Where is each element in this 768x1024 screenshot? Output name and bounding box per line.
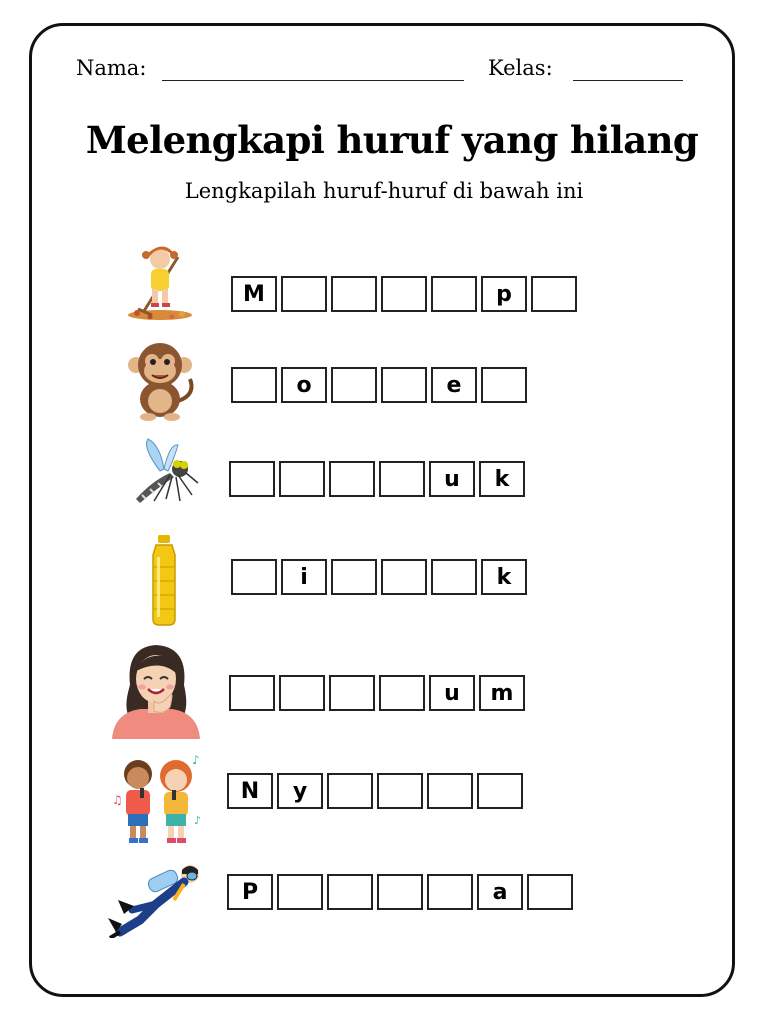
letter-box-filled: u	[429, 675, 475, 711]
name-label: Nama:	[76, 56, 147, 80]
letter-box-empty[interactable]	[431, 276, 477, 312]
letter-box-filled: m	[479, 675, 525, 711]
letter-box-empty[interactable]	[281, 276, 327, 312]
letter-box-empty[interactable]	[231, 559, 277, 595]
girl-raking-leaves-icon	[122, 243, 198, 327]
letter-row-3	[229, 461, 525, 497]
singing-kids-icon	[110, 752, 208, 852]
letter-box-filled: N	[227, 773, 273, 809]
letter-row-5	[229, 675, 525, 711]
letter-box-filled: y	[277, 773, 323, 809]
letter-box-empty[interactable]	[279, 675, 325, 711]
letter-box-empty[interactable]	[377, 773, 423, 809]
letter-box-empty[interactable]	[379, 675, 425, 711]
letter-box-filled: e	[431, 367, 477, 403]
smiling-woman-icon	[110, 641, 202, 743]
letter-box-empty[interactable]	[327, 773, 373, 809]
letter-box-filled: u	[429, 461, 475, 497]
letter-box-empty[interactable]	[477, 773, 523, 809]
letter-box-empty[interactable]	[331, 367, 377, 403]
letter-box-empty[interactable]	[377, 874, 423, 910]
letter-box-empty[interactable]	[331, 559, 377, 595]
letter-box-empty[interactable]	[431, 559, 477, 595]
letter-box-empty[interactable]	[329, 675, 375, 711]
letter-box-empty[interactable]	[379, 461, 425, 497]
svg-text:♫: ♫	[112, 793, 123, 807]
letter-box-empty[interactable]	[231, 367, 277, 403]
letter-box-empty[interactable]	[331, 276, 377, 312]
letter-box-empty[interactable]	[381, 367, 427, 403]
name-line[interactable]	[162, 80, 464, 81]
letter-row-4	[231, 559, 527, 595]
letter-box-filled: p	[481, 276, 527, 312]
page-title: Melengkapi huruf yang hilang	[85, 118, 699, 162]
letter-box-filled: P	[227, 874, 273, 910]
letter-box-filled: k	[479, 461, 525, 497]
letter-box-filled: M	[231, 276, 277, 312]
letter-box-empty[interactable]	[527, 874, 573, 910]
svg-text:♪: ♪	[192, 753, 200, 767]
page-subtitle: Lengkapilah huruf-huruf di bawah ini	[184, 179, 584, 203]
letter-box-empty[interactable]	[279, 461, 325, 497]
scuba-diver-icon	[106, 860, 202, 942]
class-line[interactable]	[573, 80, 683, 81]
letter-row-2	[231, 367, 527, 403]
letter-row-7	[227, 874, 573, 910]
class-label: Kelas:	[488, 56, 553, 80]
letter-box-filled: o	[281, 367, 327, 403]
letter-box-empty[interactable]	[381, 559, 427, 595]
letter-box-empty[interactable]	[427, 874, 473, 910]
letter-box-empty[interactable]	[327, 874, 373, 910]
letter-box-filled: i	[281, 559, 327, 595]
letter-box-empty[interactable]	[381, 276, 427, 312]
letter-box-empty[interactable]	[481, 367, 527, 403]
letter-box-empty[interactable]	[427, 773, 473, 809]
letter-box-filled: a	[477, 874, 523, 910]
monkey-icon	[124, 339, 196, 427]
letter-box-empty[interactable]	[531, 276, 577, 312]
letter-box-empty[interactable]	[277, 874, 323, 910]
svg-text:♪: ♪	[194, 814, 202, 827]
letter-row-6	[227, 773, 523, 809]
letter-box-empty[interactable]	[329, 461, 375, 497]
letter-box-empty[interactable]	[229, 461, 275, 497]
letter-box-filled: k	[481, 559, 527, 595]
mosquito-icon	[130, 437, 200, 515]
oil-bottle-icon	[147, 535, 181, 631]
letter-box-empty[interactable]	[229, 675, 275, 711]
letter-row-1	[231, 276, 577, 312]
